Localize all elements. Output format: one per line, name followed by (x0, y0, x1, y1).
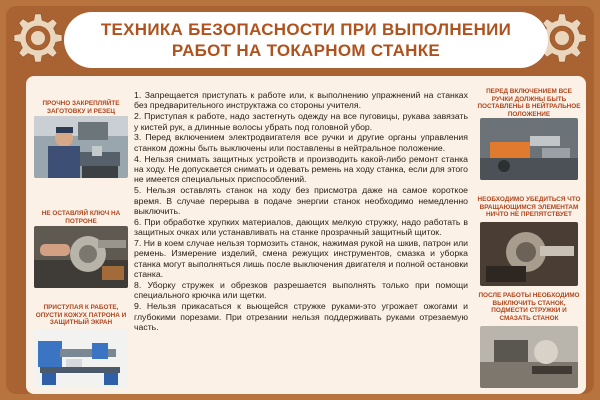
caption-nothing-obstructs: НЕОБХОДИМО УБЕДИТЬСЯ ЧТО ВРАЩАЮЩИМСЯ ЭЛЕМЕНТАМ НИЧТО НЕ ПРЕПЯТСТВУЕТ (477, 196, 581, 219)
photo-worker-at-lathe (34, 116, 128, 178)
title-line-2: РАБОТ НА ТОКАРНОМ СТАНКЕ (171, 41, 441, 60)
photo-lathe-machine (34, 329, 128, 387)
photo-chuck-key (34, 226, 128, 288)
caption-after-work: ПОСЛЕ РАБОТЫ НЕОБХОДИМО ВЫКЛЮЧИТЬ СТАНОК, ПОДМЕСТИ СТРУЖКИ И СМАЗАТЬ СТАНОК (478, 292, 580, 322)
rule-item: 6. При обработке хрупких материалов, дающих мелкую стружку, надо работать в защитных очках или устанавливать на станке прозрачный защитный щиток. (134, 216, 468, 238)
caption-key-on-chuck: НЕ ОСТАВЛЯЙ КЛЮЧ НА ПОТРОНЕ (41, 210, 121, 225)
title-line-1: ТЕХНИКА БЕЗОПАСНОСТИ ПРИ ВЫПОЛНЕНИИ (100, 20, 512, 39)
photo-cleaning-lathe (480, 326, 578, 388)
caption-clamp-workpiece: ПРОЧНО ЗАКРЕПЛЯЙТЕ ЗАГОТОВКУ И РЕЗЕЦ (42, 100, 120, 115)
rule-item: 8. Уборку стружек и обрезков разрешается выполнять только при помощи специального крючка или щетки. (134, 280, 468, 301)
gear-icon (8, 8, 68, 68)
caption-neutral-handles: ПЕРЕД ВКЛЮЧЕНИЕМ ВСЕ РУЧКИ ДОЛЖНЫ БЫТЬ ПОСТАВЛЕНЫ В НЕЙТРАЛЬНОЕ ПОЛОЖЕНИЕ (477, 88, 581, 118)
rule-item: 5. Нельзя оставлять станок на ходу без присмотра даже на самое короткое время. В случае перерыва в подаче энергии станок необходимо немедленно выключить. (134, 185, 468, 217)
content-panel (26, 76, 586, 394)
rule-item: 3. Перед включением электродвигателя все ручки и другие органы управления станком дожны быть выключены или поставлены в нейтральное положение. (134, 132, 468, 153)
safety-rules-text (134, 90, 468, 332)
right-illustration-column (476, 76, 582, 394)
rule-item: 4. Нельзя снимать защитных устройств и производить какой-либо ремонт станка на ходу. Не допускается снимать и одевать ремень на ходу станка, если для этого не имеется специальных приспособлений. (134, 153, 468, 185)
rule-item: 1. Запрещается приступать к работе или, к выполнению упражнений на станках без предварительного инструктажа со стороны учителя. (134, 90, 468, 111)
poster-frame (6, 6, 594, 394)
left-illustration-column (30, 76, 132, 394)
poster-header (64, 12, 548, 68)
rule-item: 2. Приступая к работе, надо застегнуть одежду на все пуговицы, рукава завязать у кистей рук, а длинные волосы убрать под головной убор. (134, 111, 468, 132)
photo-lathe-carriage (480, 118, 578, 180)
photo-rotating-parts (480, 222, 578, 286)
rule-item: 9. Нельзя прикасаться к вьющейся стружке руками-это угрожает ожогами и глубокими порезами. При отрезании нельзя поддерживать руками отрезаемую часть. (134, 301, 468, 333)
rule-item: 7. Ни в коем случае нельзя тормозить станок, нажимая рукой на шкив, патрон или ремень. Измерение изделий, смена режущих инструментов, смазка и уборка станка могут выполняться лишь после выключения двигателя и полной остановки станка. (134, 238, 468, 280)
caption-lower-guard: ПРИСТУПАЯ К РАБОТЕ, ОПУСТИ КОЖУХ ПАТРОНА И ЗАЩИТНЫЙ ЭКРАН (35, 304, 127, 327)
